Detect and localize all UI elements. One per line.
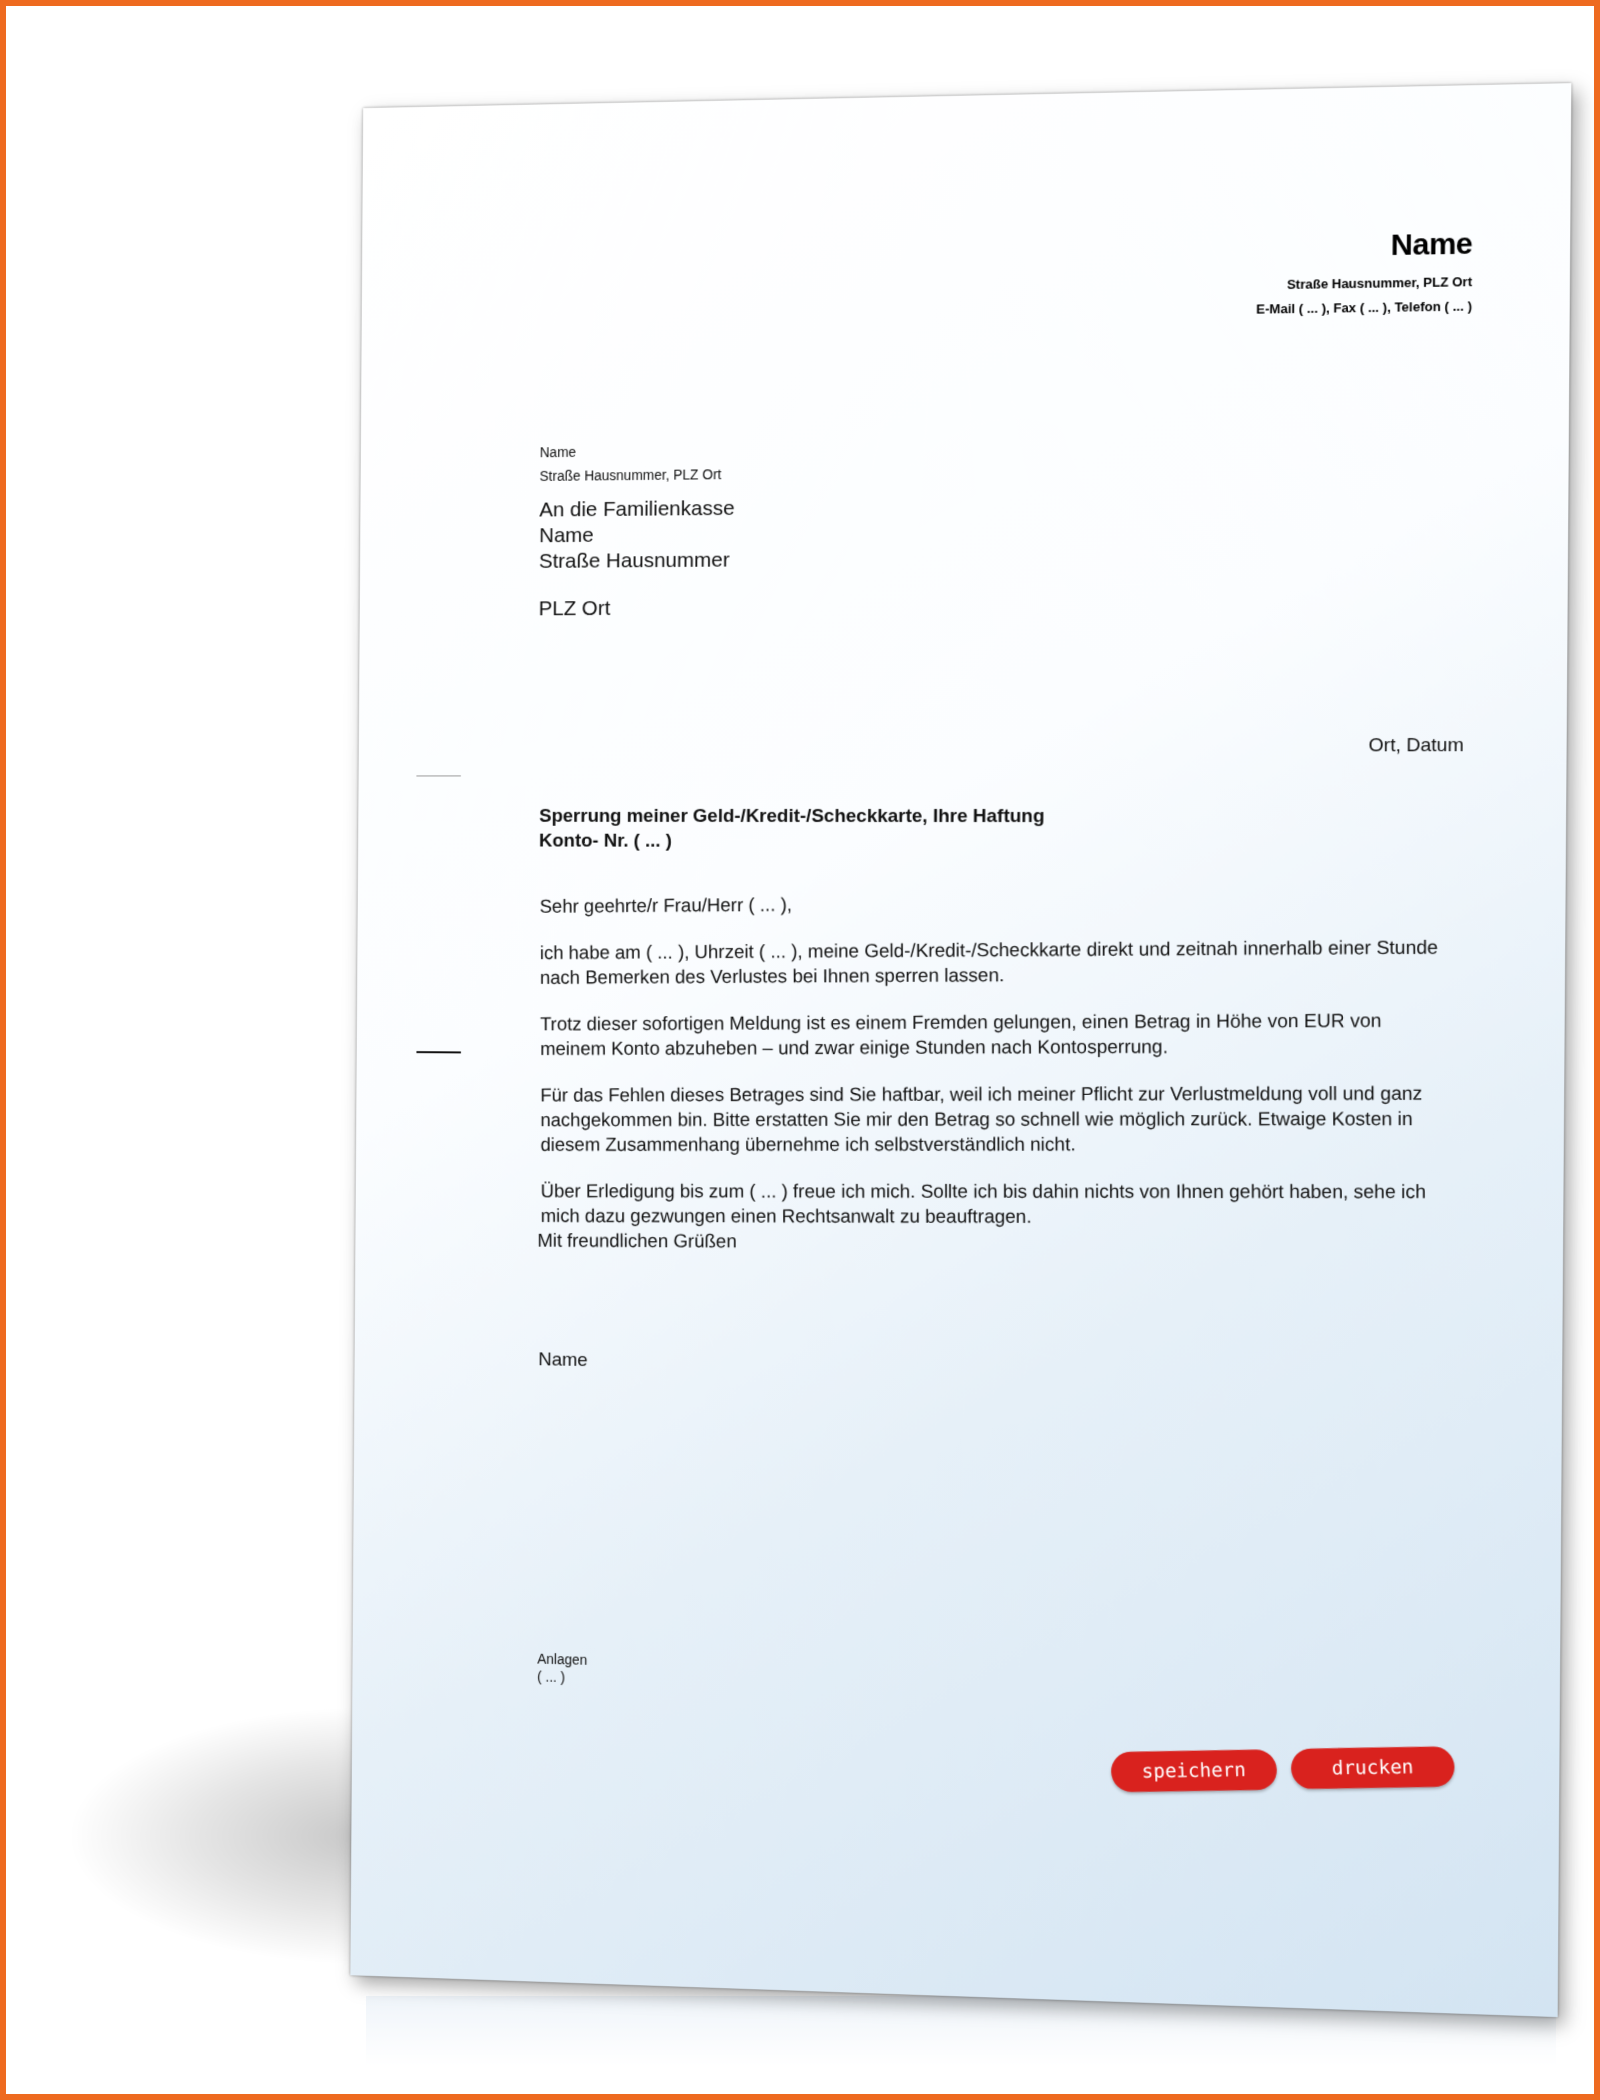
punch-mark xyxy=(416,1051,460,1053)
body-paragraph-3: Für das Fehlen dieses Betrages sind Sie haftbar, weil ich meiner Pflicht zur Verlustmeldung voll und ganz nachgekommen bin. Bitte erstatten Sie mir den Betrag so schnell wie möglich zurück. Etwaige Kosten in diesem Zusammenhang übernehme ich selbstverständlich nicht. xyxy=(540,1083,1423,1156)
attachments-value: ( ... ) xyxy=(537,1668,566,1686)
place-date: Ort, Datum xyxy=(1368,734,1464,757)
body-paragraph-1: ich habe am ( ... ), Uhrzeit ( ... ), meine Geld-/Kredit-/Scheckkarte direkt und zeitnah innerhalb einer Stunde nach Bemerken des Verlustes bei Ihnen sperren lassen. xyxy=(539,937,1439,989)
letterhead-name: Name xyxy=(1390,227,1473,263)
recipient-gap xyxy=(539,573,734,596)
subject xyxy=(539,804,1045,854)
body-paragraph-2: Trotz dieser sofortigen Meldung ist es einem Fremden gelungen, einen Betrag in Höhe von EUR von meinem Konto abzuheben – und zwar einige Stunden nach Kontosperrung. xyxy=(540,1010,1382,1060)
recipient-address xyxy=(539,496,735,622)
letter-page xyxy=(350,83,1571,2017)
salutation: Sehr geehrte/r Frau/Herr ( ... ), xyxy=(539,894,793,918)
return-address-street: Straße Hausnummer, PLZ Ort xyxy=(539,466,722,484)
recipient-line-4: PLZ Ort xyxy=(538,597,611,621)
return-address-name: Name xyxy=(539,443,577,461)
return-address xyxy=(539,438,721,487)
recipient-line-3: Straße Hausnummer xyxy=(538,548,730,573)
closing: Mit freundlichen Grüßen xyxy=(537,1230,737,1253)
subject-line-1: Sperrung meiner Geld-/Kredit-/Scheckkarte, Ihre Haftung xyxy=(539,805,1045,828)
recipient-line-2: Name xyxy=(539,523,594,548)
body-paragraph-4: Über Erledigung bis zum ( ... ) freue ich mich. Sollte ich bis dahin nichts von Ihnen gehört haben, sehe ich mich dazu gezwungen einen Rechtsanwalt zu beauftragen. xyxy=(540,1181,1427,1228)
attachments xyxy=(537,1650,587,1687)
letterhead xyxy=(1256,227,1472,321)
letterhead-address: Straße Hausnummer, PLZ Ort xyxy=(1286,274,1473,292)
letter-body xyxy=(540,888,1450,1253)
signature-name: Name xyxy=(538,1349,588,1371)
save-button[interactable]: speichern xyxy=(1110,1749,1277,1792)
recipient-line-1: An die Familienkasse xyxy=(539,496,735,522)
fold-mark-top xyxy=(416,775,460,776)
letterhead-contact: E-Mail ( ... ), Fax ( ... ), Telefon ( ... ) xyxy=(1256,298,1473,317)
print-button[interactable]: drucken xyxy=(1290,1746,1455,1789)
attachments-label: Anlagen xyxy=(537,1650,588,1668)
subject-line-2: Konto- Nr. ( ... ) xyxy=(538,830,673,852)
